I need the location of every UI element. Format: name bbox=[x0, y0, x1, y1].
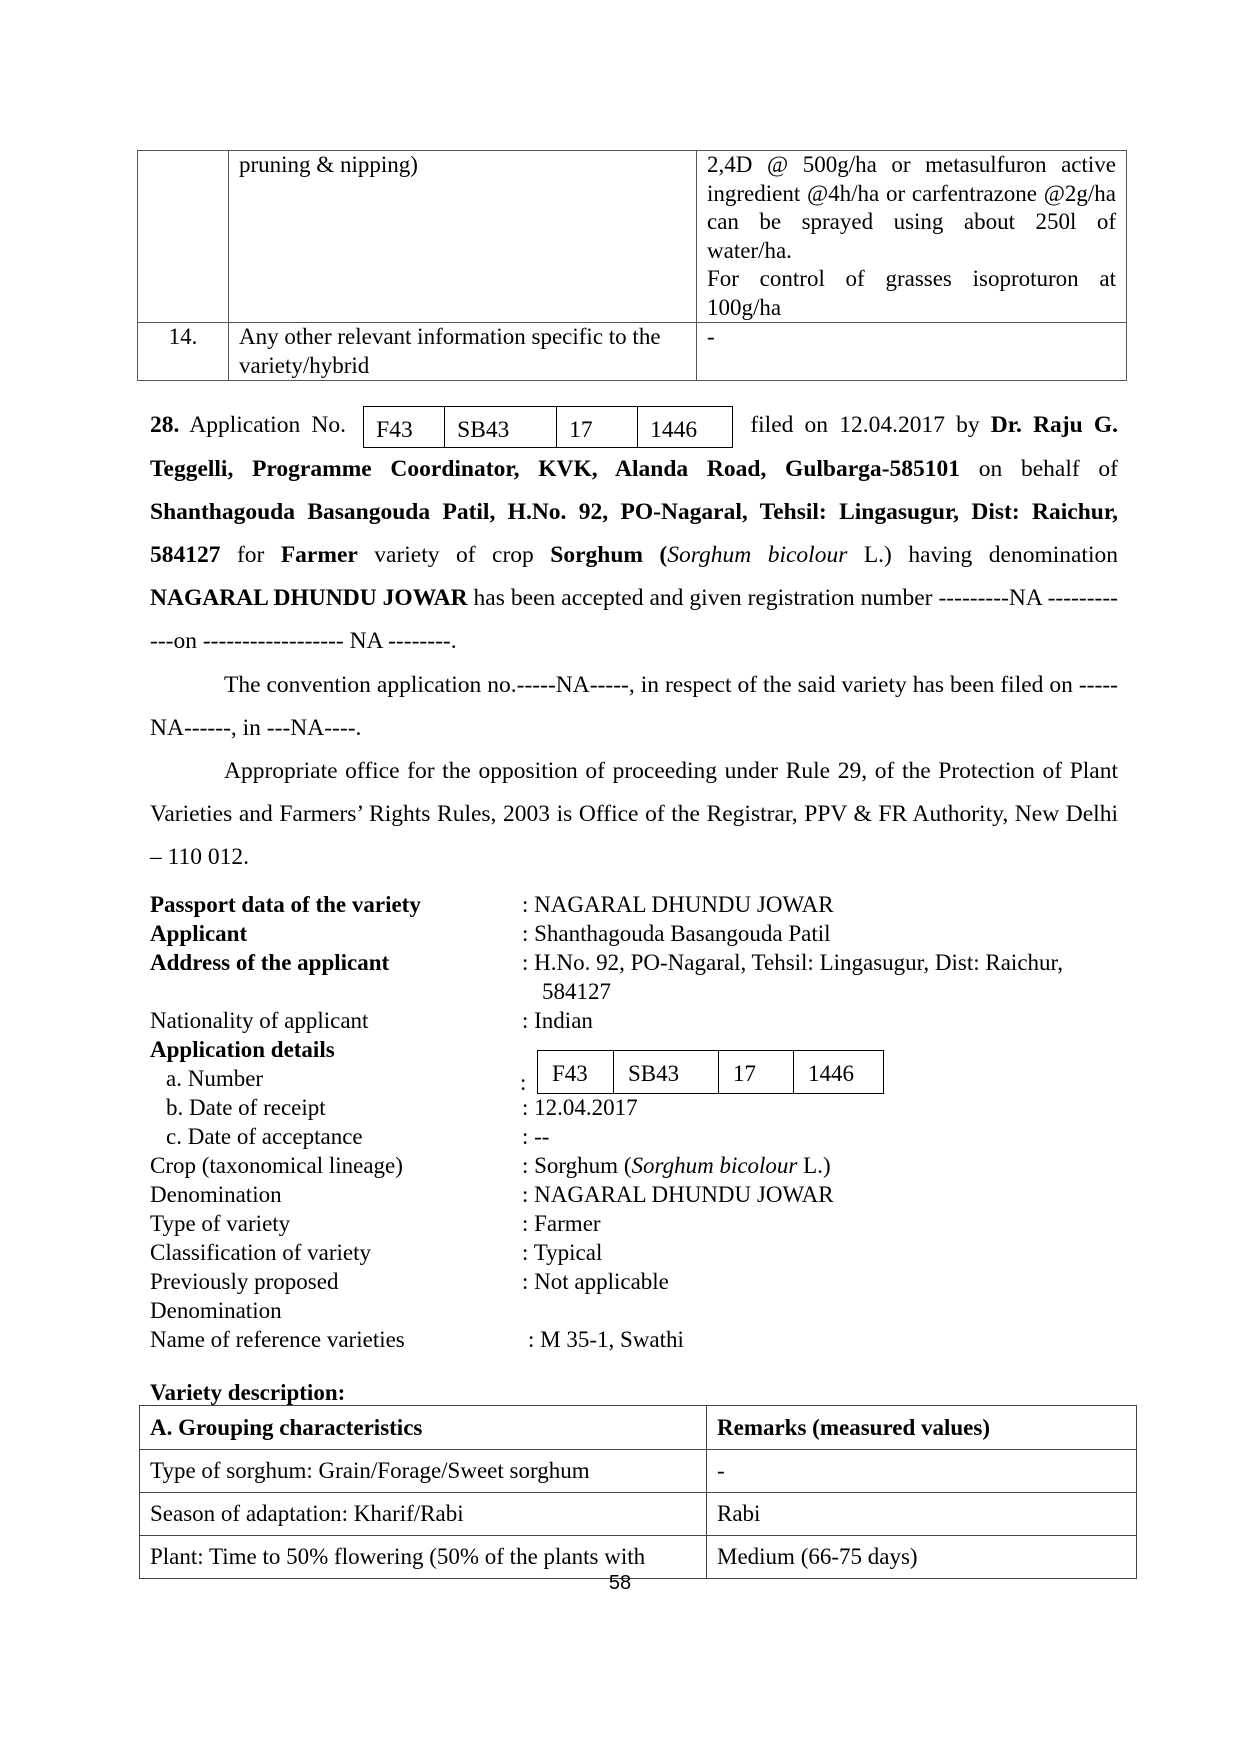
detail-line: 2,4D @ 500g/ha or metasulfuron active ingredient @4h/ha or carfentrazone @2g/ha can be sprayed using about 250l of water/ha. bbox=[707, 152, 1116, 263]
crop-sci-close: L.) having denomination bbox=[847, 542, 1118, 569]
office-paragraph: Appropriate office for the opposition of proceeding under Rule 29, of the Protection of Plant Varieties and Farmers’ Rights Rules, 2003 is Office of the Registrar, PPV & FR Authority, New Delhi – 110 012. bbox=[150, 758, 1118, 871]
characteristic: Plant: Time to 50% flowering (50% of the plants with bbox=[140, 1536, 707, 1579]
remark: Rabi bbox=[707, 1493, 1137, 1536]
field-row bbox=[150, 1180, 1130, 1209]
field-label: Type of variety bbox=[150, 1211, 291, 1236]
value-italic: Sorghum bicolour bbox=[631, 1153, 798, 1178]
field-label: Denomination bbox=[150, 1182, 282, 1207]
grouping-characteristics-table bbox=[139, 1405, 1137, 1579]
field-value: : Not applicable bbox=[522, 1269, 669, 1294]
app-number-part: SB43 bbox=[445, 407, 557, 447]
convention-paragraph: The convention application no.-----NA-----, in respect of the said variety has been filed on -----NA------, in ---NA----. bbox=[150, 671, 1118, 741]
field-row bbox=[150, 1267, 1130, 1296]
application-paragraph bbox=[150, 404, 1118, 880]
filed-text: filed on 12.04.2017 by bbox=[750, 412, 991, 438]
field-value: : M 35-1, Swathi bbox=[528, 1327, 684, 1352]
field-label: Passport data of the variety bbox=[150, 892, 421, 917]
field-label: b. Date of receipt bbox=[166, 1095, 326, 1120]
cultivation-practices-table bbox=[137, 150, 1127, 381]
field-value bbox=[522, 1151, 831, 1180]
field-row bbox=[150, 919, 1130, 948]
variety-type: Farmer bbox=[280, 542, 358, 569]
passport-data bbox=[150, 890, 1130, 1354]
column-header: A. Grouping characteristics bbox=[140, 1406, 707, 1450]
detail-line: For control of grasses isoproturon at 100g/ha bbox=[707, 266, 1116, 320]
field-label: c. Date of acceptance bbox=[166, 1124, 363, 1149]
field-value: : NAGARAL DHUNDU JOWAR bbox=[522, 892, 834, 917]
table-row bbox=[138, 151, 1127, 323]
app-number-part: 17 bbox=[719, 1051, 794, 1093]
field-value: : -- bbox=[522, 1124, 550, 1149]
field-row bbox=[150, 1122, 1130, 1151]
application-label: Application No. bbox=[179, 412, 346, 438]
on-behalf-text: on behalf of bbox=[960, 455, 1118, 482]
field-label: Name of reference varieties bbox=[150, 1327, 405, 1352]
field-value: : NAGARAL DHUNDU JOWAR bbox=[522, 1182, 834, 1207]
field-label: Applicant bbox=[150, 921, 248, 946]
filer: Dr. Raju G. Teggelli, Programme Coordinator, KVK, Alanda Road, Gulbarga-585101 bbox=[150, 412, 1119, 482]
field-value: : H.No. 92, PO-Nagaral, Tehsil: Lingasugur, Dist: Raichur, bbox=[522, 950, 1064, 975]
field-row bbox=[150, 1006, 1130, 1035]
column-header: Remarks (measured values) bbox=[707, 1406, 1137, 1450]
field-row bbox=[150, 977, 1130, 1006]
row-number: 14. bbox=[138, 323, 229, 381]
crop-name: Sorghum bbox=[550, 542, 643, 569]
field-value-cont: 584127 bbox=[542, 979, 611, 1004]
field-row bbox=[150, 1296, 1130, 1325]
row-detail bbox=[697, 151, 1127, 323]
table-row bbox=[140, 1450, 1137, 1493]
application-number-box bbox=[363, 406, 733, 448]
field-value: : 12.04.2017 bbox=[522, 1095, 638, 1120]
app-number-part: 1446 bbox=[650, 416, 698, 443]
row-detail bbox=[697, 323, 1127, 381]
remark: - bbox=[707, 1450, 1137, 1493]
field-value: : bbox=[520, 1070, 527, 1095]
field-row bbox=[150, 1093, 1130, 1122]
section-number: 28. bbox=[150, 412, 180, 438]
denomination: NAGARAL DHUNDU JOWAR bbox=[150, 585, 468, 612]
row-item: Any other relevant information specific to the variety/hybrid bbox=[229, 323, 697, 381]
registration-text: has been accepted and given registration number ---------NA ------------on ------------------ NA --------. bbox=[150, 585, 1118, 655]
app-number-part: F43 bbox=[538, 1051, 614, 1093]
field-label: Application details bbox=[150, 1037, 335, 1062]
remark: Medium (66-75 days) bbox=[707, 1536, 1137, 1579]
field-row bbox=[150, 1151, 1130, 1180]
characteristic: Season of adaptation: Kharif/Rabi bbox=[140, 1493, 707, 1536]
application-number-box-2 bbox=[537, 1050, 884, 1094]
page-number: 58 bbox=[608, 1572, 632, 1594]
field-row bbox=[150, 948, 1130, 977]
field-value: : Farmer bbox=[522, 1211, 601, 1236]
field-row bbox=[150, 1209, 1130, 1238]
field-label: Denomination bbox=[150, 1298, 282, 1323]
field-row bbox=[150, 1325, 1130, 1354]
field-value: : Shanthagouda Basangouda Patil bbox=[522, 921, 831, 946]
detail-line: - bbox=[707, 324, 715, 349]
field-label: Previously proposed bbox=[150, 1269, 339, 1294]
applicant-full: Shanthagouda Basangouda Patil, H.No. 92, PO-Nagaral, Tehsil: Lingasugur, Dist: Raichur, 584127 bbox=[150, 498, 1118, 569]
app-number-part: 17 bbox=[557, 407, 638, 447]
field-row bbox=[150, 1238, 1130, 1267]
characteristic: Type of sorghum: Grain/Forage/Sweet sorghum bbox=[140, 1450, 707, 1493]
crop-scientific-name: Sorghum bicolour bbox=[667, 542, 848, 569]
app-number-part: SB43 bbox=[614, 1051, 719, 1093]
field-value: : Typical bbox=[522, 1240, 603, 1265]
field-value: : Indian bbox=[522, 1008, 593, 1033]
value-text: : Sorghum ( bbox=[522, 1153, 632, 1178]
row-number bbox=[138, 151, 229, 323]
table-row bbox=[138, 323, 1127, 381]
for-text: for bbox=[220, 542, 281, 569]
variety-description-title: Variety description: bbox=[150, 1380, 346, 1405]
table-row bbox=[140, 1493, 1137, 1536]
app-number-part: 1446 bbox=[808, 1061, 854, 1086]
value-tail: L.) bbox=[797, 1153, 831, 1178]
field-label: Crop (taxonomical lineage) bbox=[150, 1153, 403, 1178]
paren-open: ( bbox=[642, 542, 668, 569]
field-label: Nationality of applicant bbox=[150, 1008, 369, 1033]
crop-text: variety of crop bbox=[357, 542, 551, 569]
field-label: Address of the applicant bbox=[150, 950, 390, 975]
field-label: a. Number bbox=[166, 1066, 264, 1091]
field-label: Classification of variety bbox=[150, 1240, 371, 1265]
row-item: pruning & nipping) bbox=[229, 151, 697, 323]
table-header-row bbox=[140, 1406, 1137, 1450]
field-row bbox=[150, 890, 1130, 919]
app-number-part: F43 bbox=[364, 407, 445, 447]
